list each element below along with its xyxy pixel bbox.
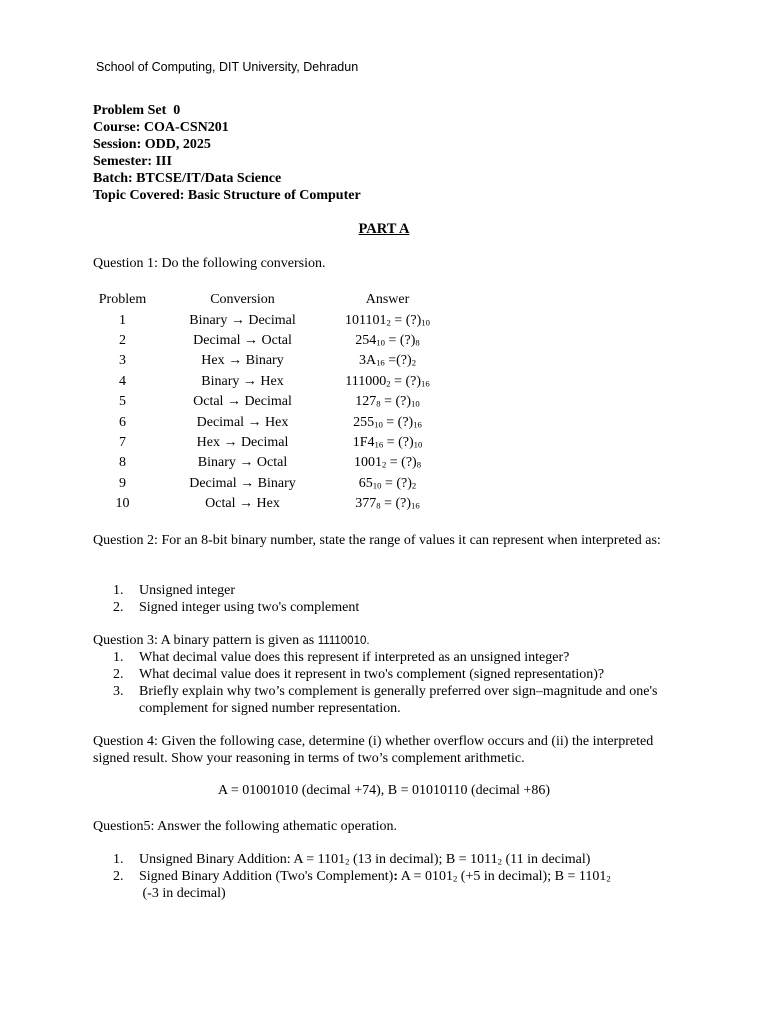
table-header-row <box>90 290 445 310</box>
q5-item2-b-note: (-3 in decimal) <box>139 886 226 901</box>
conversion-table <box>90 290 445 514</box>
q5-item2-a-base: 2 <box>452 873 458 884</box>
list-item <box>93 683 668 717</box>
problem-number: 8 <box>119 455 126 471</box>
answer-number: 101101 <box>345 312 387 328</box>
problem-number: 5 <box>119 394 126 410</box>
q5-item1-a: 1101 <box>317 852 346 867</box>
q5-item2-a: 0101 <box>424 869 453 884</box>
answer-target-base: 10 <box>411 398 420 409</box>
answer-target-base: 8 <box>416 459 422 470</box>
answer-expression <box>330 412 445 432</box>
list-text: Unsigned integer <box>139 583 236 598</box>
header-answer: Answer <box>365 292 410 308</box>
answer-base: 8 <box>376 500 381 511</box>
list-number: 1. <box>113 583 124 598</box>
list-item <box>93 582 668 599</box>
header-conversion: Conversion <box>210 292 275 308</box>
list-item <box>93 649 668 666</box>
q5-item2-a-note: (+5 in decimal); B = <box>457 869 579 884</box>
answer-base: 10 <box>376 337 385 348</box>
part-title: PART A <box>358 221 410 237</box>
answer-query: = (?) <box>386 455 417 471</box>
conversion-type: Decimal → Binary <box>189 475 296 491</box>
table-row <box>90 310 445 330</box>
course-meta <box>93 102 361 204</box>
table-row <box>90 331 445 351</box>
binary-pattern: 11110010. <box>317 635 370 647</box>
answer-target-base: 10 <box>413 439 423 450</box>
question-4-equation: A = 01001010 (decimal +74), B = 01010110 (decimal +86) <box>217 783 550 798</box>
answer-base: 10 <box>374 418 383 429</box>
answer-base: 16 <box>376 357 385 368</box>
answer-target-base: 16 <box>411 500 420 511</box>
session-line: Session: ODD, 2025 <box>93 137 211 152</box>
answer-base: 2 <box>386 316 391 327</box>
list-item <box>93 666 668 683</box>
q5-item2-b-base: 2 <box>606 873 611 884</box>
q5-item1-label: Unsigned Binary Addition: A = <box>139 852 318 867</box>
q5-item2-a-pre: A = <box>397 869 425 884</box>
table-row <box>90 494 445 514</box>
question-2-list <box>93 582 668 616</box>
conversion-table-body <box>90 310 445 514</box>
answer-query: = (?) <box>382 414 414 430</box>
q5-item2-b: 1101 <box>578 869 607 884</box>
conversion-type: Octal → Hex <box>205 496 280 512</box>
list-number: 2. <box>113 600 124 615</box>
list-text: What decimal value does this represent if interpreted as an unsigned integer? <box>139 650 570 665</box>
answer-expression <box>330 331 445 351</box>
q5-item1-b: 1011 <box>470 852 498 867</box>
list-number: 1. <box>113 852 124 867</box>
problem-number: 3 <box>119 353 126 369</box>
answer-number: 111000 <box>345 373 387 389</box>
table-row <box>90 453 445 473</box>
problem-number: 2 <box>119 332 126 348</box>
answer-target-base: 10 <box>421 316 430 327</box>
table-row <box>90 433 445 453</box>
table-row <box>90 372 445 392</box>
answer-base: 16 <box>374 439 384 450</box>
q5-item2-label: Signed Binary Addition (Two's Complement) <box>139 869 394 884</box>
problem-number: 9 <box>119 475 126 491</box>
problem-number: 4 <box>119 373 126 389</box>
answer-number: 255 <box>353 414 375 430</box>
conversion-type: Octal → Decimal <box>193 394 292 410</box>
table-row <box>90 392 445 412</box>
answer-target-base: 8 <box>415 337 420 348</box>
list-text: Briefly explain why two’s complement is generally preferred over sign–magnitude and one's complement for signed number representation. <box>139 684 658 716</box>
q5-item2-colon: : <box>393 869 398 884</box>
q5-item1-b-base: 2 <box>497 856 502 867</box>
answer-query: = (?) <box>380 394 412 410</box>
problem-set-title: Problem Set 0 <box>93 103 181 118</box>
answer-base: 10 <box>372 480 382 490</box>
list-number: 2. <box>113 667 124 682</box>
question-5-prompt: Question5: Answer the following athematic operation. <box>93 819 398 834</box>
conversion-type: Hex → Binary <box>201 353 284 369</box>
answer-expression <box>330 392 445 412</box>
list-number: 3. <box>113 684 124 699</box>
answer-query: =(?) <box>384 353 412 369</box>
answer-query: = (?) <box>390 373 422 389</box>
conversion-type: Decimal → Octal <box>193 332 292 348</box>
conversion-type: Decimal → Hex <box>196 414 289 430</box>
q5-item1-a-base: 2 <box>345 856 350 867</box>
answer-target-base: 2 <box>411 480 417 490</box>
list-item <box>93 851 668 868</box>
question-3-text: Question 3: A binary pattern is given as <box>93 633 318 648</box>
problem-number: 1 <box>119 312 126 328</box>
q5-item1-b-note: (11 in decimal) <box>501 852 591 867</box>
question-1-prompt: Question 1: Do the following conversion. <box>93 256 326 271</box>
answer-expression <box>330 494 445 514</box>
q5-item1-a-note: (13 in decimal); B = <box>349 852 471 867</box>
header-problem: Problem <box>98 292 147 308</box>
answer-query: = (?) <box>383 434 414 450</box>
answer-query: = (?) <box>380 496 412 512</box>
conversion-type: Binary → Octal <box>197 455 288 471</box>
topic-line: Topic Covered: Basic Structure of Computer <box>93 188 361 203</box>
answer-target-base: 16 <box>421 378 430 389</box>
problem-number: 6 <box>119 414 126 430</box>
answer-expression <box>330 351 445 371</box>
problem-number: 10 <box>115 496 130 512</box>
question-2-prompt: Question 2: For an 8-bit binary number, state the range of values it can represent when interpreted as: <box>93 533 661 548</box>
answer-expression <box>330 453 445 473</box>
answer-number: 254 <box>355 332 377 348</box>
question-4-prompt: Question 4: Given the following case, determine (i) whether overflow occurs and (ii) the interpreted signed result. Show your reasoning in terms of two’s complement arithmetic. <box>93 734 654 766</box>
answer-target-base: 2 <box>411 357 417 368</box>
batch-line: Batch: BTCSE/IT/Data Science <box>93 171 282 186</box>
answer-number: 65 <box>358 475 373 491</box>
answer-number: 377 <box>355 496 377 512</box>
answer-base: 2 <box>381 459 387 470</box>
answer-expression <box>330 310 445 330</box>
list-item <box>93 868 668 902</box>
question-3-prompt <box>93 632 668 650</box>
question-5-list <box>93 851 668 902</box>
list-item <box>93 599 668 616</box>
list-text: What decimal value does it represent in two's complement (signed representation)? <box>139 667 605 682</box>
course-line: Course: COA-CSN201 <box>93 120 229 135</box>
problem-number: 7 <box>119 434 126 450</box>
table-row <box>90 351 445 371</box>
answer-number: 1F4 <box>352 434 375 450</box>
list-text: Signed integer using two's complement <box>139 600 360 615</box>
answer-query: = (?) <box>384 332 416 348</box>
conversion-type: Hex → Decimal <box>196 434 289 450</box>
answer-query: = (?) <box>390 312 422 328</box>
answer-number: 3A <box>358 353 377 369</box>
answer-base: 2 <box>386 378 391 389</box>
answer-expression <box>330 474 445 494</box>
school-header: School of Computing, DIT University, Dehradun <box>96 60 359 74</box>
list-number: 1. <box>113 650 124 665</box>
conversion-type: Binary → Decimal <box>189 312 296 328</box>
answer-target-base: 16 <box>413 418 422 429</box>
semester-line: Semester: III <box>93 154 172 169</box>
table-row <box>90 412 445 432</box>
answer-query: = (?) <box>381 475 412 491</box>
list-number: 2. <box>113 869 124 884</box>
answer-number: 1001 <box>353 455 382 471</box>
answer-base: 8 <box>376 398 381 409</box>
answer-expression <box>330 372 445 392</box>
answer-expression <box>330 433 445 453</box>
question-3-list <box>93 649 668 717</box>
answer-number: 127 <box>355 394 377 410</box>
table-row <box>90 474 445 494</box>
conversion-type: Binary → Hex <box>201 373 284 389</box>
